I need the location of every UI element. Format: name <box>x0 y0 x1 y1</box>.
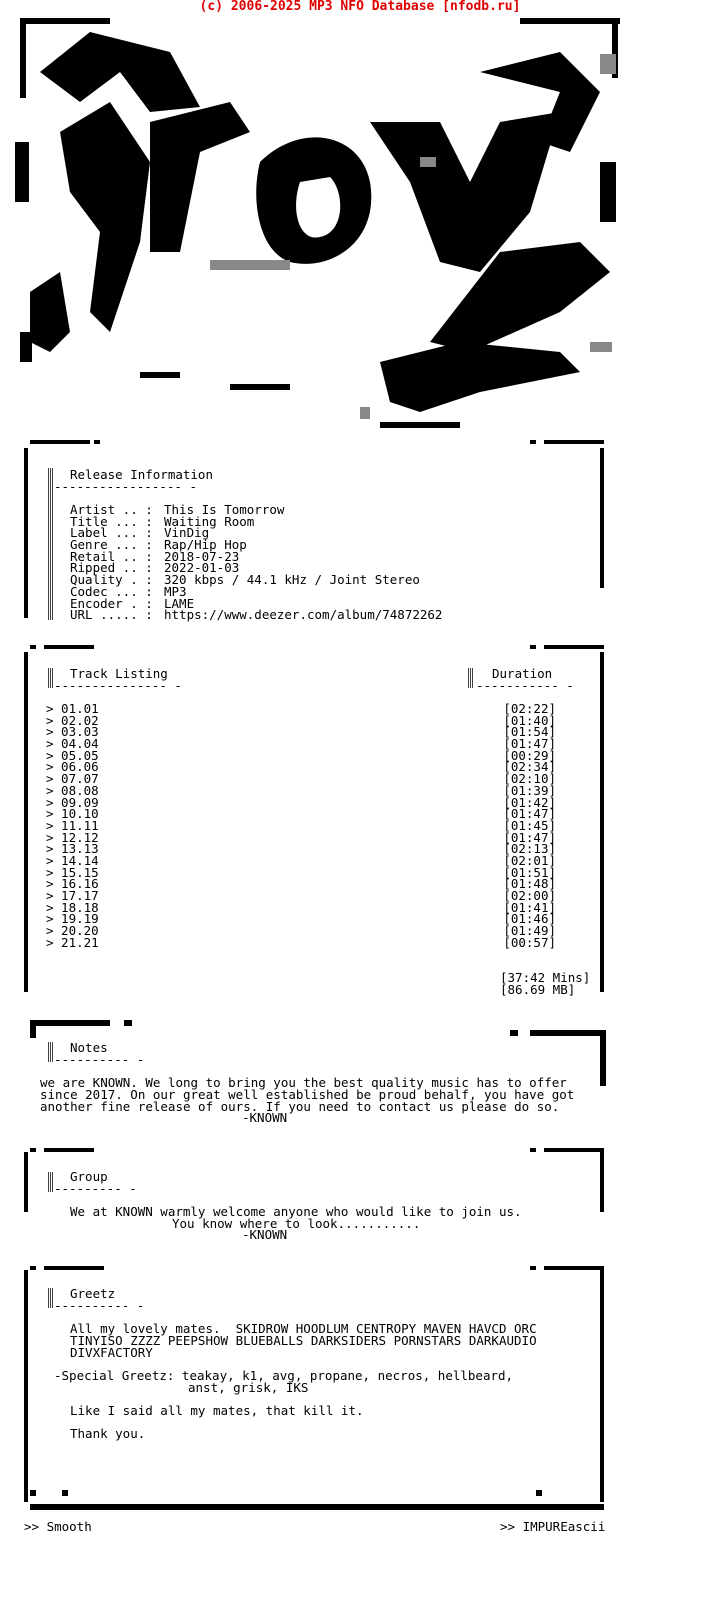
track-row <box>46 703 556 715</box>
greetz-mates-line: Like I said all my mates, that kill it. <box>70 1403 364 1418</box>
track-row <box>46 712 556 728</box>
track-duration: [01:42] <box>503 794 556 810</box>
group-heading-underline: --------- - <box>54 1181 137 1196</box>
track-row <box>46 899 556 915</box>
greetz-special-2: anst, grisk, IKS <box>188 1380 309 1395</box>
track-row <box>46 817 556 833</box>
track-duration: [00:57] <box>503 934 556 950</box>
track-row <box>46 747 556 763</box>
release-field-key: Title ... : <box>70 513 153 529</box>
notes-heading-underline: ---------- - <box>54 1052 145 1067</box>
track-duration: [02:00] <box>503 888 556 903</box>
track-name: > 07.07 <box>46 771 99 787</box>
total-size: [86.69 MB] <box>500 982 576 997</box>
release-field-value: 2022-01-03 <box>164 560 240 576</box>
track-name: > 19.19 <box>46 911 99 927</box>
track-duration: [02:13] <box>503 841 556 857</box>
track-duration: [02:22] <box>503 701 556 716</box>
track-duration: [01:47] <box>503 829 556 845</box>
release-heading-underline: ----------------- - <box>54 479 197 494</box>
greetz-line-2: TINYISO ZZZZ PEEPSHOW BLUEBALLS DARKSIDERS PORNSTARS DARKAUDIO <box>70 1333 537 1348</box>
track-duration: [02:34] <box>503 759 556 775</box>
notes-line-2: since 2017. On our great well established be proud behalf, you have got <box>40 1087 575 1102</box>
greetz-heading-underline: ---------- - <box>54 1298 145 1313</box>
track-name: > 04.04 <box>46 736 99 752</box>
track-row <box>46 794 556 810</box>
release-field-value: Waiting Room <box>164 513 255 529</box>
track-row <box>46 878 556 890</box>
track-name: > 12.12 <box>46 829 99 845</box>
release-field-key: Codec ... : <box>70 583 153 599</box>
release-field-value: MP3 <box>164 583 187 599</box>
track-duration: [01:49] <box>503 923 556 939</box>
track-row <box>46 864 556 880</box>
track-row <box>46 829 556 845</box>
track-name: > 02.02 <box>46 712 99 728</box>
release-field-value[interactable]: https://www.deezer.com/album/74872262 <box>164 607 443 623</box>
duration-heading: Duration <box>492 666 553 681</box>
track-name: > 10.10 <box>46 806 99 822</box>
release-field-key: Quality . : <box>70 572 153 588</box>
release-heading: Release Information <box>70 467 213 482</box>
track-row <box>46 761 556 773</box>
track-name: > 05.05 <box>46 747 99 763</box>
track-duration: [02:01] <box>503 852 556 868</box>
release-field-key: Encoder . : <box>70 595 153 611</box>
greetz-heading: Greetz <box>70 1286 116 1301</box>
release-field-key: Label ... : <box>70 525 153 541</box>
track-duration: [00:29] <box>503 747 556 763</box>
release-field-value: LAME <box>164 595 195 611</box>
group-signature: -KNOWN <box>242 1227 288 1242</box>
track-duration: [01:39] <box>503 782 556 798</box>
track-name: > 14.14 <box>46 852 99 868</box>
release-field-key: Retail .. : <box>70 548 153 564</box>
track-duration: [01:45] <box>503 817 556 833</box>
track-duration: [01:51] <box>503 864 556 880</box>
track-row <box>46 925 556 937</box>
tracks-heading-underline: --------------- - <box>54 678 182 693</box>
track-duration: [01:41] <box>503 899 556 915</box>
tracks-heading: Track Listing <box>70 666 168 681</box>
greetz-line-1: All my lovely mates. SKIDROW HOODLUM CENTROPY MAVEN HAVCD ORC <box>70 1321 537 1336</box>
total-time: [37:42 Mins] <box>500 970 591 985</box>
track-duration: [01:47] <box>503 806 556 822</box>
notes-signature: -KNOWN <box>242 1110 288 1125</box>
release-field-value: 320 kbps / 44.1 kHz / Joint Stereo <box>164 572 420 588</box>
track-duration: [02:10] <box>503 771 556 787</box>
track-name: > 13.13 <box>46 841 99 857</box>
release-field-value: 2018-07-23 <box>164 548 240 564</box>
greetz-thanks-line: Thank you. <box>70 1426 146 1441</box>
track-duration: [01:46] <box>503 911 556 927</box>
track-row <box>46 738 556 750</box>
track-row <box>46 852 556 868</box>
group-line-1: We at KNOWN warmly welcome anyone who would like to join us. <box>70 1204 522 1219</box>
release-field-key: Artist .. : <box>70 502 153 517</box>
track-name: > 11.11 <box>46 817 99 833</box>
track-name: > 17.17 <box>46 888 99 903</box>
release-field-key: Ripped .. : <box>70 560 153 576</box>
track-name: > 03.03 <box>46 724 99 740</box>
release-field-value: This Is Tomorrow <box>164 502 285 517</box>
greetz-line-3: DIVXFACTORY <box>70 1345 153 1360</box>
notes-heading: Notes <box>70 1040 108 1055</box>
release-fields <box>70 504 442 621</box>
duration-heading-underline: ----------- - <box>476 678 574 693</box>
group-heading: Group <box>70 1169 108 1184</box>
track-row <box>46 913 556 925</box>
footer-right-credit: >> IMPUREascii <box>500 1519 606 1534</box>
track-name: > 08.08 <box>46 782 99 798</box>
group-line-2: You know where to look........... <box>172 1216 421 1231</box>
track-duration: [01:40] <box>503 712 556 728</box>
track-row <box>46 726 556 738</box>
release-field-value: VinDig <box>164 525 210 541</box>
release-field-key: URL ..... : <box>70 607 153 623</box>
track-duration: [01:47] <box>503 736 556 752</box>
track-name: > 18.18 <box>46 899 99 915</box>
release-field-value: Rap/Hip Hop <box>164 537 247 553</box>
track-row <box>46 808 556 820</box>
track-duration: [01:54] <box>503 724 556 740</box>
track-row <box>46 934 556 950</box>
track-name: > 06.06 <box>46 759 99 775</box>
track-name: > 09.09 <box>46 794 99 810</box>
track-duration: [01:48] <box>503 876 556 892</box>
logo-signature: sM <box>562 81 577 95</box>
track-row <box>46 843 556 855</box>
footer-left-credit: >> Smooth <box>24 1519 92 1534</box>
track-name: > 21.21 <box>46 934 99 950</box>
track-name: > 15.15 <box>46 864 99 880</box>
track-name: > 16.16 <box>46 876 99 892</box>
notes-line-1: we are KNOWN. We long to bring you the best quality music has to offer <box>40 1075 567 1090</box>
track-row <box>46 890 556 902</box>
track-list <box>46 703 556 948</box>
site-header: (c) 2006-2025 MP3 NFO Database [nfodb.ru] <box>199 0 521 14</box>
notes-line-3: another fine release of ours. If you need to contact us please do so. <box>40 1099 560 1114</box>
track-row <box>46 773 556 785</box>
release-field-key: Genre ... : <box>70 537 153 553</box>
ascii-art-logo <box>0 12 720 442</box>
greetz-special-1: -Special Greetz: teakay, k1, avg, propane, necros, hellbeard, <box>54 1368 514 1383</box>
release-field-row <box>70 609 442 621</box>
track-name: > 20.20 <box>46 923 99 939</box>
track-name: > 01.01 <box>46 701 99 716</box>
track-row <box>46 782 556 798</box>
